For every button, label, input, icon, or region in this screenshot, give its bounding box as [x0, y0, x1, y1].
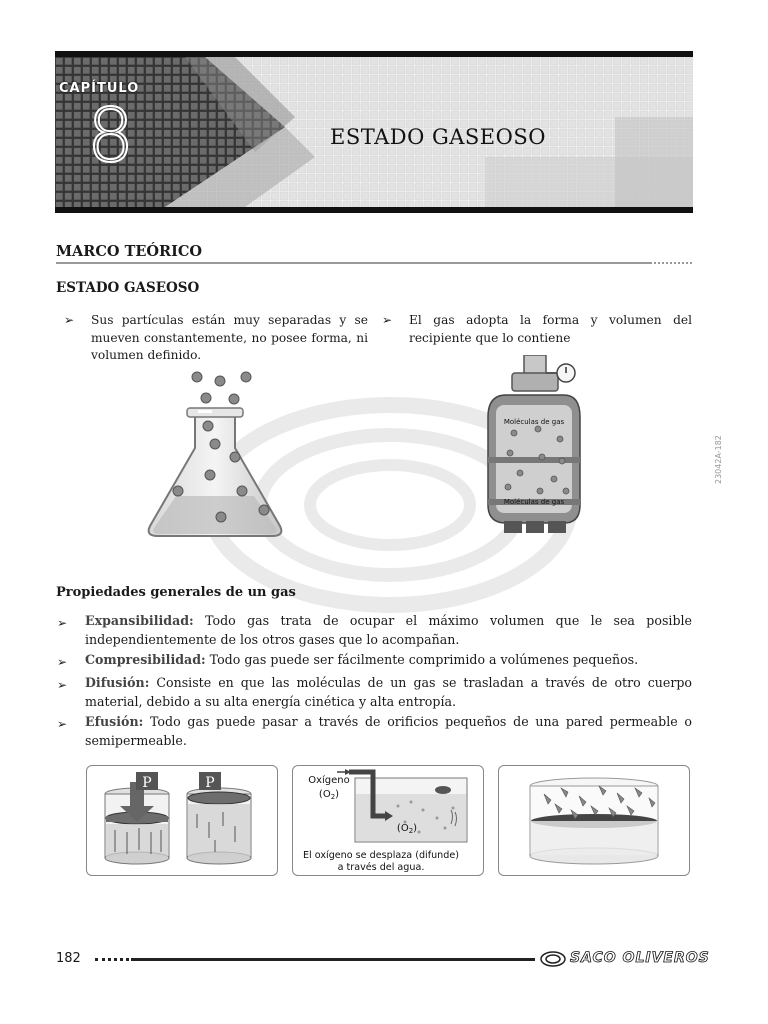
page-number: 182: [56, 951, 81, 966]
cylinder-label-top: Moléculas de gas: [503, 418, 565, 426]
effusion-figure-panel: [498, 765, 690, 876]
property-text: Todo gas trata de ocupar el máximo volumen que le sea posible independientemente de los otros gases que lo acompañan.: [85, 613, 692, 647]
bullet-arrow-icon: ➢: [57, 655, 68, 669]
diffusion-caption: a través del agua.: [337, 862, 425, 873]
section-title: MARCO TEÓRICO: [56, 243, 203, 260]
oxygen-formula-in-water: $(O_2)$: [396, 823, 418, 835]
oxygen-label: Oxígeno: [308, 775, 350, 786]
property-term: Expansibilidad:: [85, 613, 194, 628]
section-rule-dots: [650, 262, 692, 264]
property-term: Compresibilidad:: [85, 652, 206, 667]
flask-illustration: [140, 368, 290, 540]
effusion-illustration: [499, 766, 689, 875]
piston-illustration: [87, 766, 277, 875]
diffusion-illustration: [293, 766, 483, 875]
chapter-banner: [55, 51, 693, 213]
pressure-label: P: [142, 775, 152, 791]
oxygen-formula: $(O_2)$: [318, 789, 340, 801]
gas-cylinder-illustration: [484, 355, 584, 540]
compression-figure-panel: [86, 765, 278, 876]
cylinder-label-bottom: Moléculas de gas: [503, 498, 565, 506]
bullet-arrow-icon: ➢: [57, 678, 68, 692]
property-text: Consiste en que las moléculas de un gas se trasladan a través de otro cuerpo material, debido a su alta energía cinética y alta entropía.: [85, 675, 692, 709]
bullet-arrow-icon: ➢: [57, 616, 68, 630]
properties-title: Propiedades generales de un gas: [56, 585, 296, 600]
subsection-title: ESTADO GASEOSO: [56, 280, 200, 296]
property-item: [85, 612, 692, 649]
chapter-title: ESTADO GASEOSO: [330, 125, 546, 149]
diffusion-caption: El oxígeno se desplaza (difunde): [303, 850, 459, 861]
diffusion-figure-panel: [292, 765, 484, 876]
property-term: Difusión:: [85, 675, 150, 690]
bullet-arrow-icon: ➢: [64, 313, 75, 327]
chapter-number: 8: [87, 93, 135, 179]
property-item: [85, 674, 692, 711]
chapter-kicker: CAPÍTULO: [59, 81, 140, 96]
section-rule: [56, 262, 650, 264]
bullet-arrow-icon: ➢: [382, 313, 393, 327]
brand-name: SACO OLIVEROS: [570, 950, 710, 966]
property-term: Efusión:: [85, 714, 144, 729]
property-text: Todo gas puede ser fácilmente comprimido a volúmenes pequeños.: [209, 652, 639, 667]
pressure-label: P: [205, 775, 215, 791]
bullet-arrow-icon: ➢: [57, 717, 68, 731]
property-text: Todo gas puede pasar a través de orificios pequeños de una pared permeable o semipermeable.: [85, 714, 692, 748]
property-item: [85, 713, 692, 750]
footer-rule: [95, 958, 535, 961]
bullet-text: El gas adopta la forma y volumen del recipiente que lo contiene: [409, 313, 692, 345]
footer-rule-dots: [95, 958, 135, 961]
property-item: [85, 651, 692, 670]
bullet-text: Sus partículas están muy separadas y se mueven constantemente, no posee forma, ni volumen definido.: [91, 313, 368, 362]
side-code: 23042A-182: [714, 435, 723, 484]
